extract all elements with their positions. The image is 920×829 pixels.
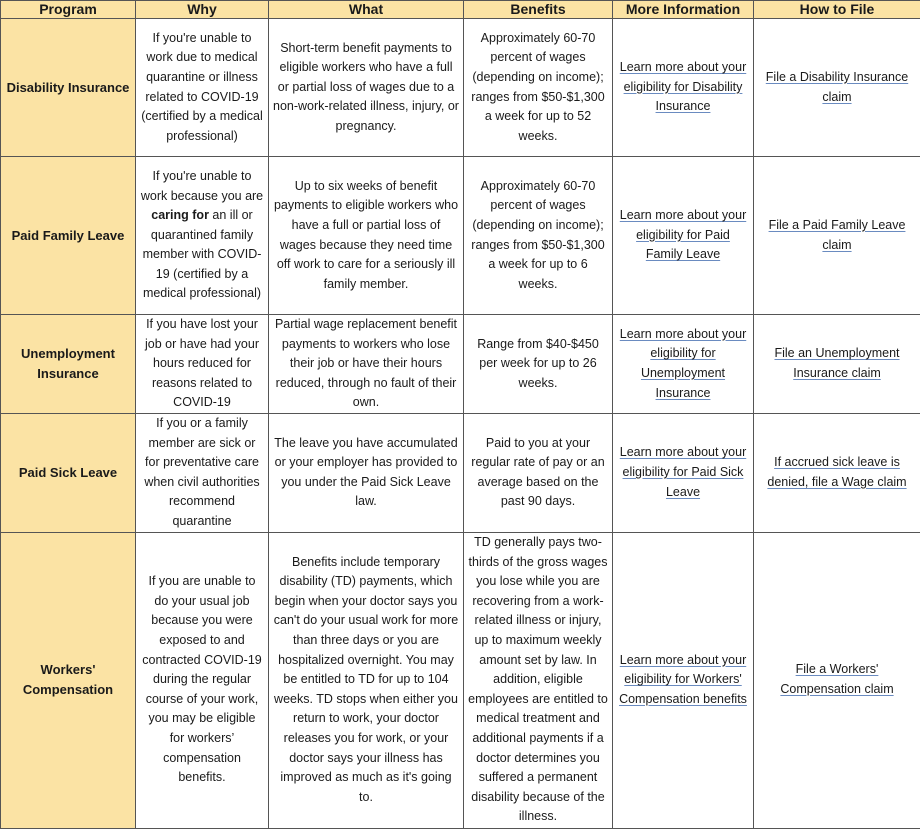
file-claim-link[interactable]: File a Disability Insurance claim [766,70,908,104]
header-row [1,1,920,19]
file-claim-link[interactable]: File a Workers' Compensation claim [780,662,893,696]
header-program: Program [1,1,136,19]
file-claim-link[interactable]: File a Paid Family Leave claim [769,218,906,252]
benefits-cell: Approximately 60-70 percent of wages (depending on income); ranges from $50-$1,300 a week for up to 52 weeks. [464,19,613,157]
file-claim-link[interactable]: If accrued sick leave is denied, file a Wage claim [767,455,906,489]
header-what: What [269,1,464,19]
how-to-file-cell [754,532,920,828]
program-cell: Disability Insurance [1,19,136,157]
what-cell: Benefits include temporary disability (TD) payments, which begin when your doctor says you can't do your usual work for more than three days or you are hospitalized overnight. You may be entitled to TD for up to 104 weeks. TD stops when either you return to work, your doctor releases you for work, or your doctor says your illness has improved as much as it's going to. [269,532,464,828]
what-cell: Up to six weeks of benefit payments to eligible workers who have a full or partial loss of wages because they need time off work to care for a seriously ill family member. [269,157,464,315]
what-cell: Partial wage replacement benefit payments to workers who lose their job or have their hours reduced, through no fault of their own. [269,315,464,414]
more-info-cell [613,532,754,828]
table-row [1,532,920,828]
why-cell: If you have lost your job or have had your hours reduced for reasons related to COVID-19 [136,315,269,414]
program-cell: Paid Sick Leave [1,413,136,532]
why-cell: If you are unable to do your usual job because you were exposed to and contracted COVID-19 during the regular course of your work, you may be eligible for workers’ compensation benefits. [136,532,269,828]
benefits-cell: TD generally pays two-thirds of the gross wages you lose while you are recovering from a work-related illness or injury, up to maximum weekly amount set by law. In addition, eligible employees are entitled to medical treatment and additional payments if a doctor determines you suffered a permanent disability because of the illness. [464,532,613,828]
header-how-to-file: How to File [754,1,920,19]
what-cell: Short-term benefit payments to eligible workers who have a full or partial loss of wages due to a non-work-related illness, injury, or pregnancy. [269,19,464,157]
benefits-cell: Range from $40-$450 per week for up to 26 weeks. [464,315,613,414]
table-row [1,19,920,157]
program-cell: Workers' Compensation [1,532,136,828]
why-text: an ill or quarantined family member with COVID-19 (certified by a medical professional) [143,208,262,300]
why-text: If you're unable to work because you are [141,169,263,203]
why-cell: If you're unable to work due to medical quarantine or illness related to COVID-19 (certified by a medical professional) [136,19,269,157]
more-info-cell [613,19,754,157]
more-info-cell [613,157,754,315]
header-why: Why [136,1,269,19]
table-row [1,157,920,315]
learn-more-link[interactable]: Learn more about your eligibility for Disability Insurance [620,60,746,113]
how-to-file-cell [754,315,920,414]
header-more-information: More Information [613,1,754,19]
learn-more-link[interactable]: Learn more about your eligibility for Unemployment Insurance [620,327,746,400]
benefits-cell: Paid to you at your regular rate of pay or an average based on the past 90 days. [464,413,613,532]
how-to-file-cell [754,19,920,157]
how-to-file-cell [754,413,920,532]
why-cell [136,157,269,315]
more-info-cell [613,413,754,532]
learn-more-link[interactable]: Learn more about your eligibility for Paid Sick Leave [620,445,746,498]
how-to-file-cell [754,157,920,315]
program-cell: Paid Family Leave [1,157,136,315]
why-cell: If you or a family member are sick or for preventative care when civil authorities recommend quarantine [136,413,269,532]
benefits-cell: Approximately 60-70 percent of wages (depending on income); ranges from $50-$1,300 a week for up to 6 weeks. [464,157,613,315]
why-emphasis: caring for [151,208,209,222]
file-claim-link[interactable]: File an Unemployment Insurance claim [774,346,899,380]
learn-more-link[interactable]: Learn more about your eligibility for Workers' Compensation benefits [619,653,747,706]
table-row [1,315,920,414]
header-benefits: Benefits [464,1,613,19]
program-cell: Unemployment Insurance [1,315,136,414]
what-cell: The leave you have accumulated or your employer has provided to you under the Paid Sick Leave law. [269,413,464,532]
more-info-cell [613,315,754,414]
learn-more-link[interactable]: Learn more about your eligibility for Paid Family Leave [620,208,746,261]
table-row [1,413,920,532]
